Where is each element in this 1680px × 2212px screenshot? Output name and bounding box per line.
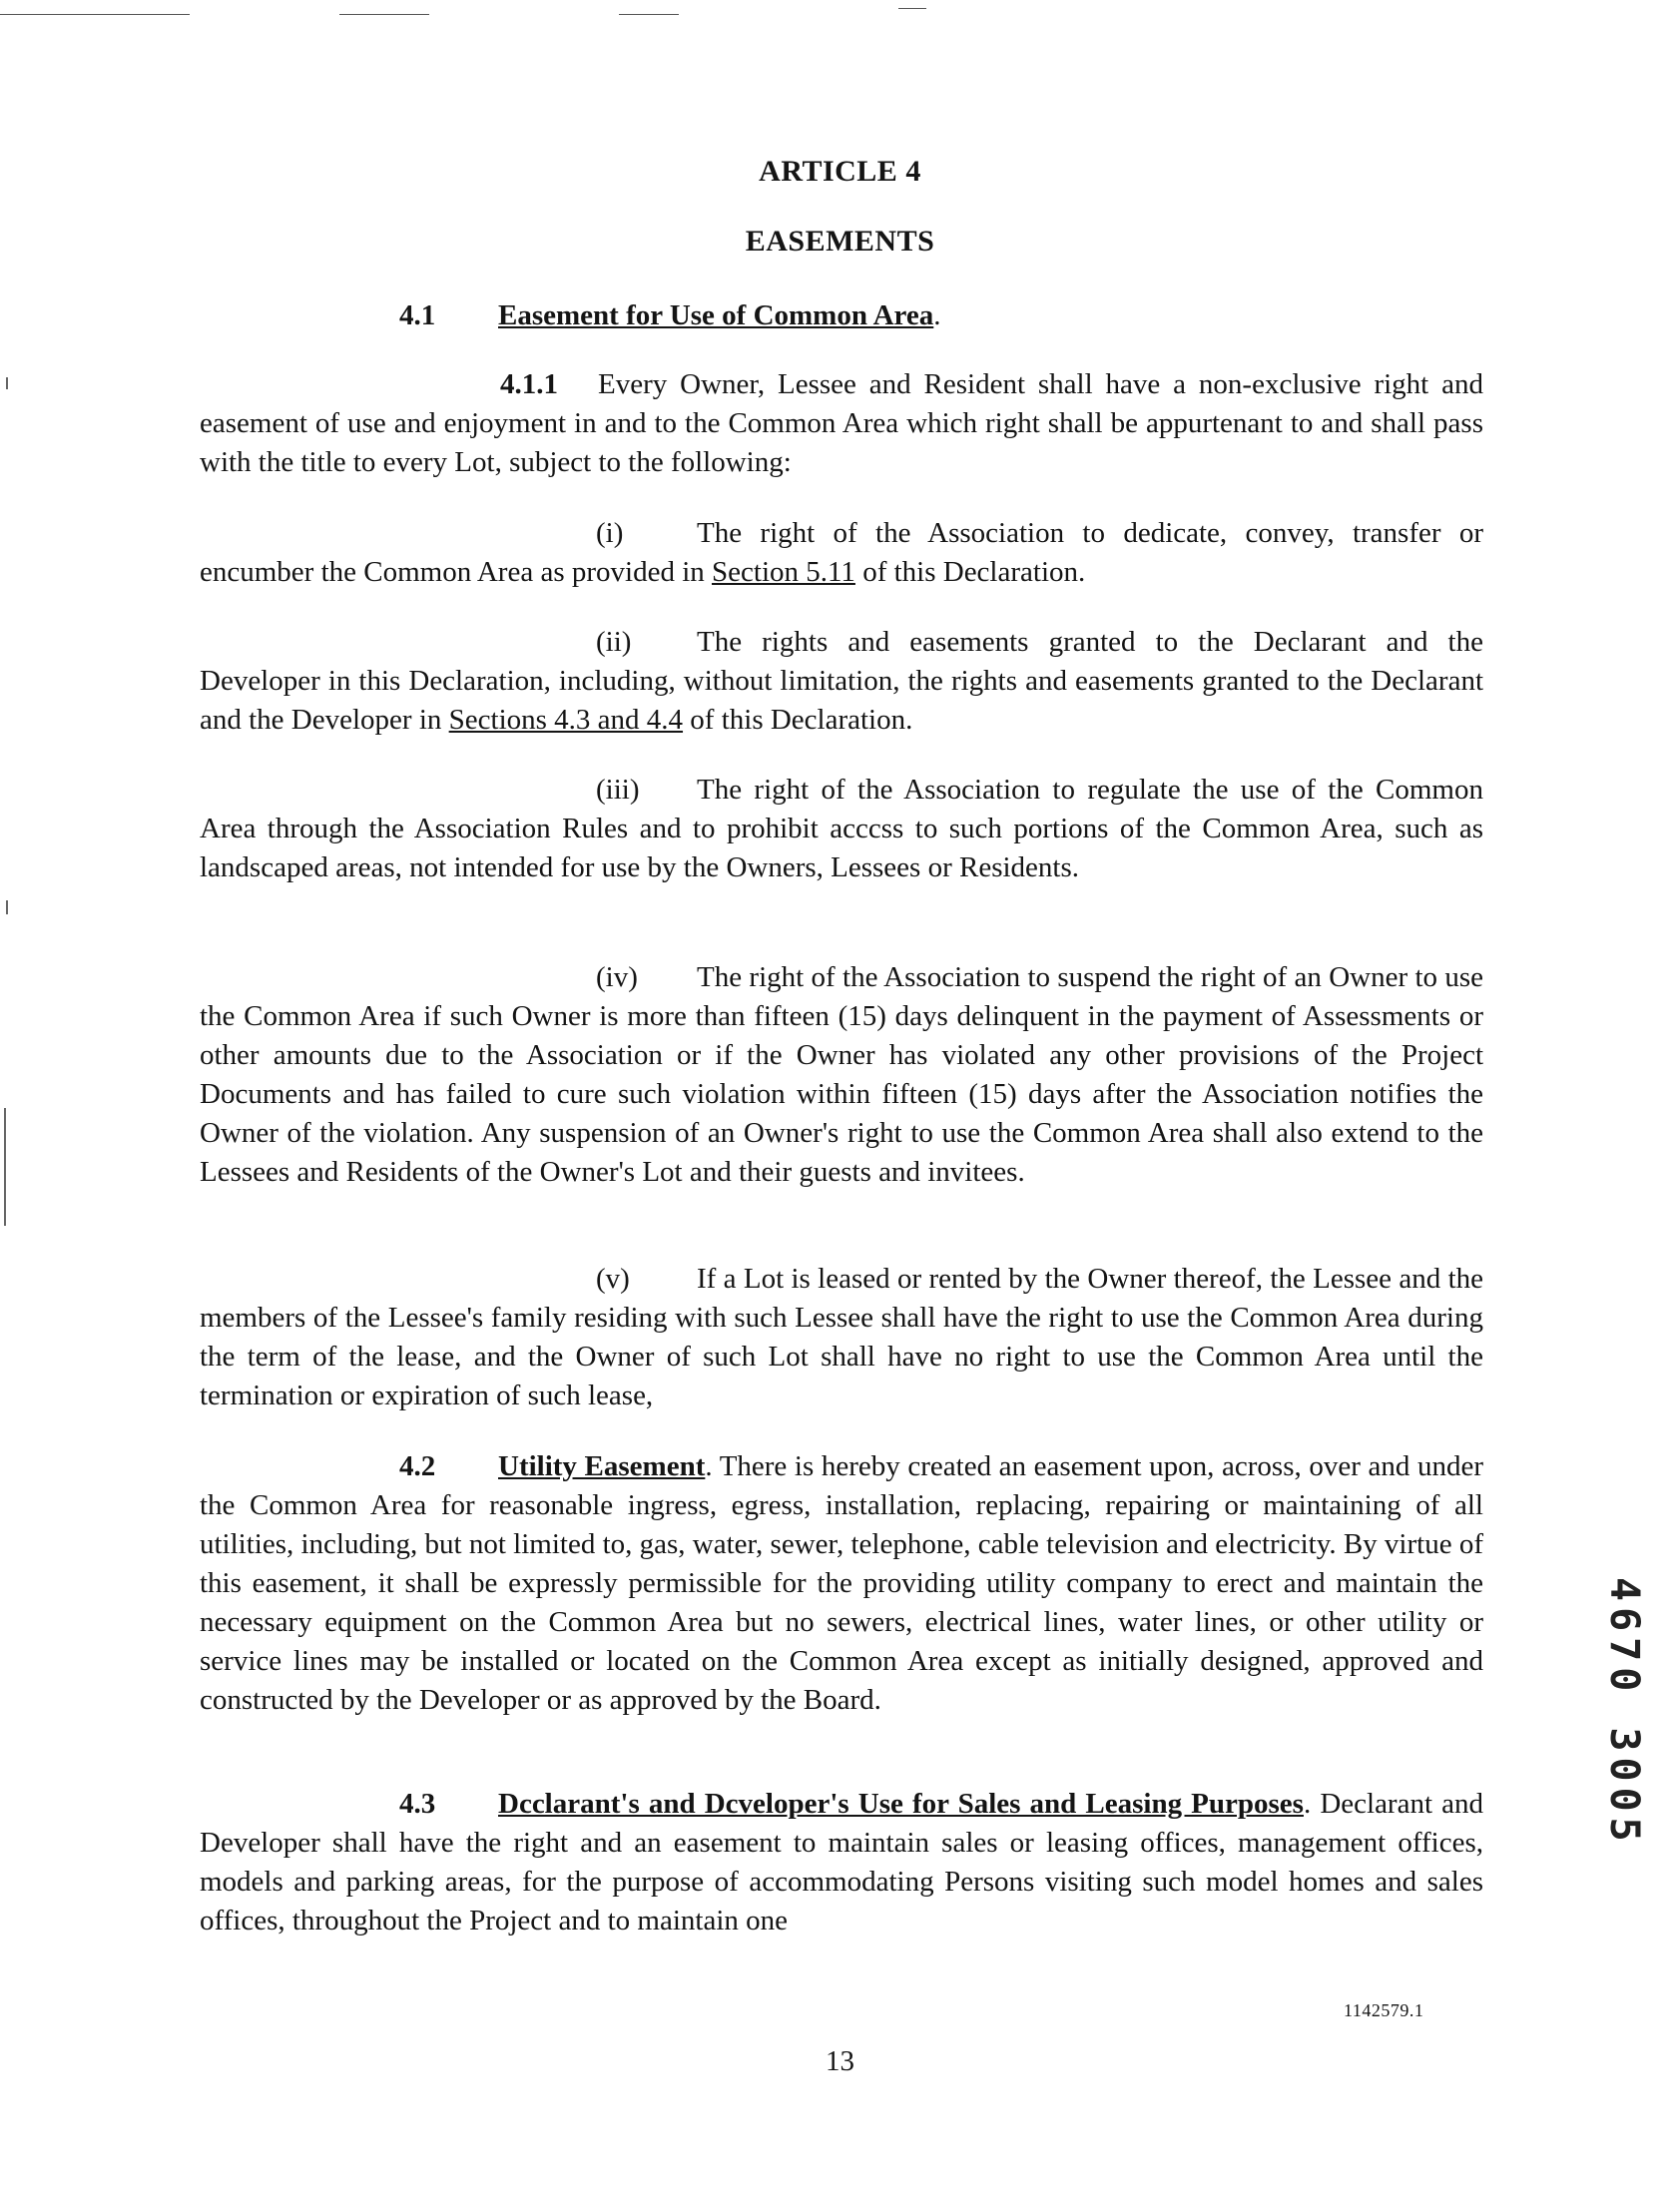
section-text: . Declarant and Developer shall have the right and an easement to maintain sales or leasing offices, management offices, models and parking areas, for the purpose of accommodating Persons visiting such model homes and sales offices, throughout the Project and to maintain one [200,1788,1483,1936]
section-title: Dcclarant's and Dcveloper's Use for Sales and Leasing Purposes [498,1788,1304,1820]
section-4-1-heading [200,296,1483,335]
section-reference-link[interactable]: Sections 4.3 and 4.4 [448,704,684,736]
section-4-2 [200,1447,1483,1720]
section-number: 4.2 [399,1450,436,1482]
section-4-1-1 [200,365,1483,482]
recording-stamp-text: 4670 3005 [1601,1577,1647,1848]
section-text: . There is hereby created an easement upon, across, over and under the Common Area for reasonable ingress, egress, installation, replacing, repairing or maintaining of all utilities, including, but not limited to, gas, water, sewer, telephone, cable television and electricity. By virtue of this easement, it shall be expressly permissible for the providing utility company to erect and maintain the necessary equipment on the Common Area but no sewers, electrical lines, water lines, or other utility or service lines may be installed or located on the Common Area except as initially designed, approved and constructed by the Developer or as approved by the Board. [200,1450,1483,1716]
item-text: The right of the Association to regulate the use of the Common Area through the Association Rules and to prohibit acccss to such portions of the Common Area, such as landscaped areas, not intended for use by the Owners, Lessees or Residents. [200,774,1483,883]
item-text: of this Declaration. [854,556,1086,588]
item-text: The rights and easements granted to the Declarant and the Developer in this Declaration, including, without limitation, the rights and easements granted to the Declarant and the Developer in [200,626,1483,736]
section-4-3 [200,1785,1483,1940]
section-title-period: . [933,299,941,331]
section-number: 4.3 [399,1788,436,1820]
scan-artifact-line [339,14,429,15]
item-text: of this Declaration. [683,704,913,736]
margin-mark [4,1108,6,1226]
item-iii [200,771,1483,887]
section-reference-link[interactable]: Section 5.11 [712,556,855,588]
article-title: EASEMENTS [745,225,935,258]
item-text: The right of the Association to suspend the right of an Owner to use the Common Area if such Owner is more than fifteen (15) days delinquent in the payment of Assessments or other amounts due to the Association or if the Owner has violated any other provisions of the Project Documents and has failed to cure such violation within fifteen (15) days after the Association notifies the Owner of the violation. Any suspension of an Owner's right to use the Common Area shall also extend to the Lessees and Residents of the Owner's Lot and their guests and invitees. [200,961,1483,1188]
section-title: Easement for Use of Common Area [498,299,934,331]
item-v [200,1260,1483,1415]
document-id: 1142579.1 [1344,2000,1424,2020]
margin-mark [6,377,8,389]
page-number: 13 [826,2045,854,2077]
margin-mark [6,900,8,914]
item-label: (i) [596,517,624,549]
item-label: (iv) [596,961,638,993]
item-text: If a Lot is leased or rented by the Owner thereof, the Lessee and the members of the Lessee's family residing with such Lessee shall have the right to use the Common Area during the term of the lease, and the Owner of such Lot shall have no right to use the Common Area until the termination or expiration of such lease, [200,1263,1483,1411]
scan-artifact-line [619,14,679,15]
item-text: The right of the Association to dedicate, convey, transfer or encumber the Common Area as provided in [200,517,1483,588]
scan-artifact-line [0,14,190,15]
item-label: (iii) [596,774,640,806]
section-text: Every Owner, Lessee and Resident shall have a non-exclusive right and easement of use and enjoyment in and to the Common Area which right shall be appurtenant to and shall pass with the title to every Lot, subject to the following: [200,368,1483,478]
recording-stamp [1593,1577,1653,1936]
scan-artifact-line [898,8,926,9]
item-label: (ii) [596,626,632,658]
section-number: 4.1 [399,299,436,331]
article-number: ARTICLE 4 [759,155,921,188]
section-number: 4.1.1 [500,368,558,400]
item-iv [200,958,1483,1192]
section-title: Utility Easement [498,1450,706,1482]
item-label: (v) [596,1263,630,1295]
item-ii [200,623,1483,740]
item-i [200,514,1483,592]
